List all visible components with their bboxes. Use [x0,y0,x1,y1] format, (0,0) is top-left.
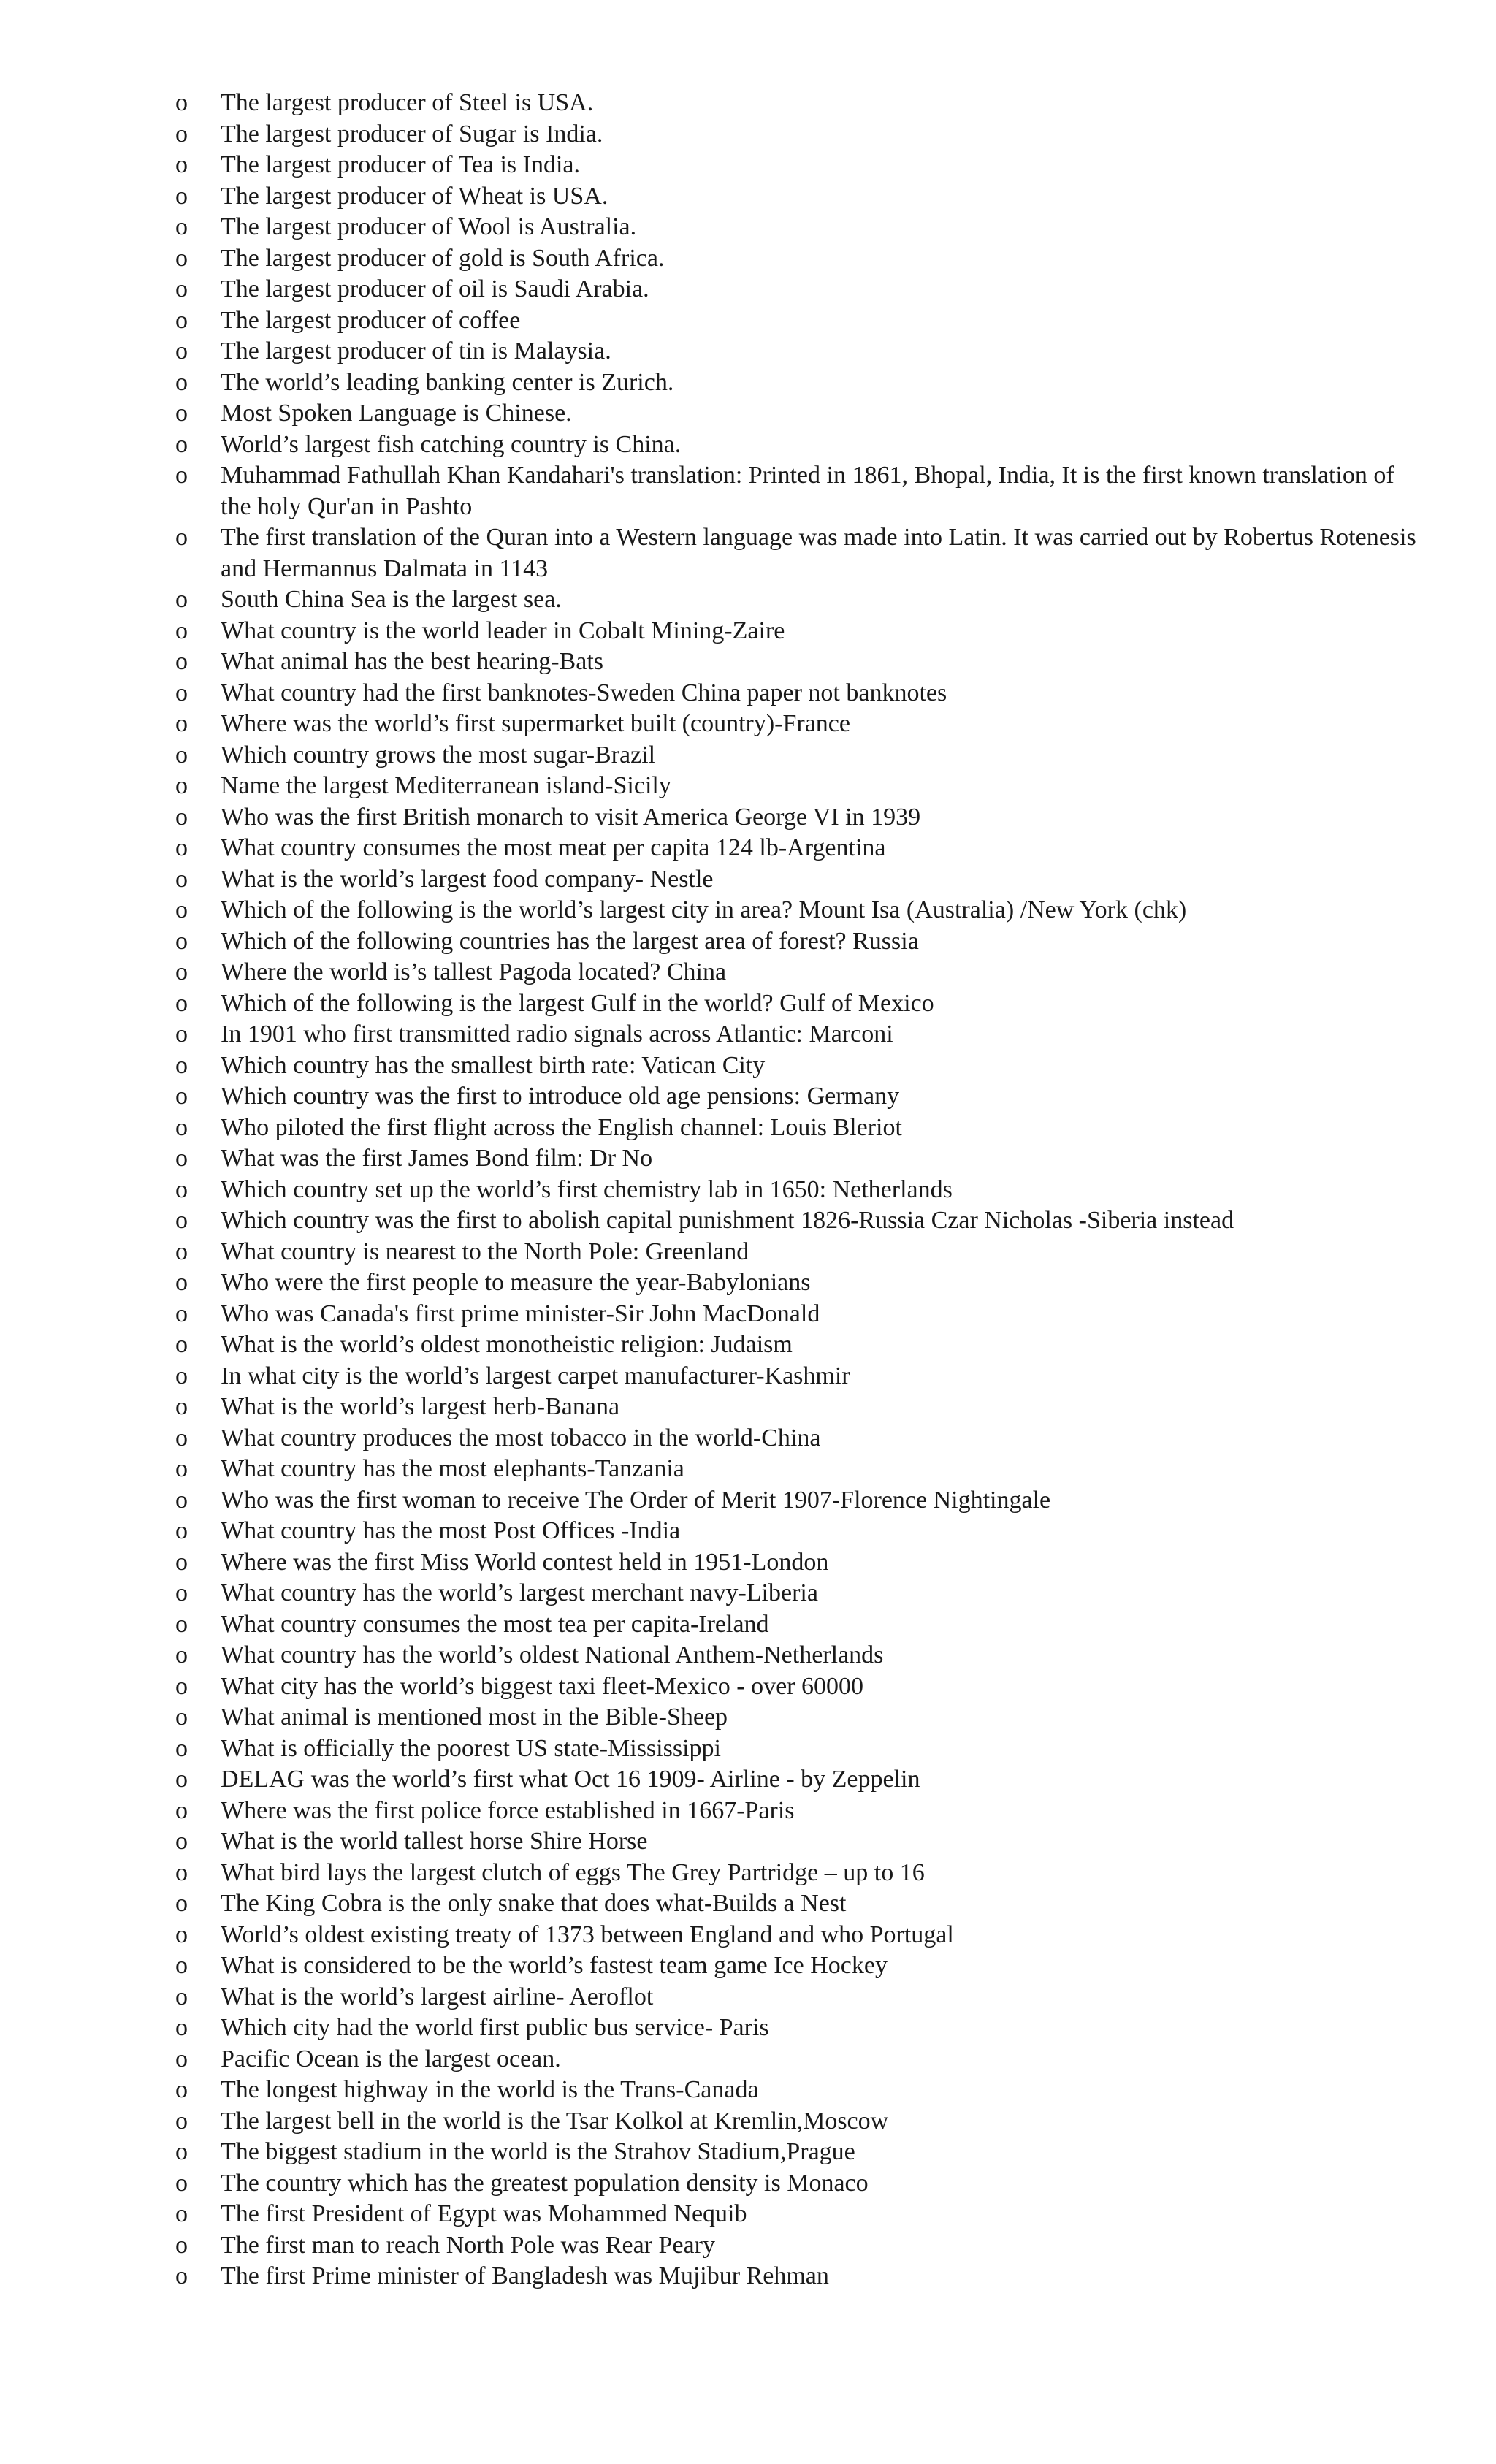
list-item [175,1113,1417,1144]
list-item-text: The largest producer of coffee [221,306,521,334]
bullet-marker: o [175,1704,188,1731]
list-item [175,2075,1417,2106]
bullet-marker: o [175,89,188,116]
bullet-marker: o [175,989,188,1017]
list-item-text: Which of the following is the world’s largest city in area? Mount Isa (Australia) /New York (chk) [221,896,1187,923]
list-item [175,957,1417,988]
list-item [175,616,1417,647]
bullet-marker: o [175,1175,188,1203]
list-item-text: The largest producer of Sugar is India. [221,120,603,148]
bullet-marker: o [175,1890,188,1917]
list-item [175,2013,1417,2044]
list-item-text: What is officially the poorest US state-Mississippi [221,1734,721,1762]
list-item-text: What country produces the most tobacco in the world-China [221,1424,821,1452]
list-item [175,2261,1417,2292]
bullet-marker: o [175,1393,188,1420]
list-item-text: What is the world’s oldest monotheistic religion: Judaism [221,1331,793,1358]
list-item [175,864,1417,896]
list-item-text: Which city had the world first public bus service- Paris [221,2014,769,2041]
list-item-text: DELAG was the world’s first what Oct 16 1909- Airline - by Zeppelin [221,1766,920,1793]
bullet-marker: o [175,275,188,302]
list-item-text: What is considered to be the world’s fastest team game Ice Hockey [221,1952,888,1979]
list-item [175,367,1417,399]
list-item [175,1423,1417,1454]
bullet-marker: o [175,1548,188,1576]
list-item [175,1578,1417,1609]
list-item-text: What is the world tallest horse Shire Horse [221,1828,648,1855]
bullet-marker: o [175,462,188,489]
list-item-text: Who was Canada's first prime minister-Sir John MacDonald [221,1300,820,1327]
list-item-text: What city has the world’s biggest taxi fleet-Mexico - over 60000 [221,1672,863,1700]
list-item-text: The biggest stadium in the world is the Strahov Stadium,Prague [221,2138,855,2165]
list-item-text: The first President of Egypt was Mohammed Nequib [221,2200,747,2227]
document-page [175,88,1417,2292]
list-item [175,1826,1417,1858]
list-item-text: Which country was the first to introduce old age pensions: Germany [221,1083,900,1110]
list-item [175,2137,1417,2168]
list-item [175,1330,1417,1361]
list-item [175,2106,1417,2137]
list-item [175,1081,1417,1113]
list-item [175,1547,1417,1579]
list-item-text: What bird lays the largest clutch of eggs The Grey Partridge – up to 16 [221,1858,925,1886]
list-item [175,926,1417,958]
bullet-marker: o [175,741,188,768]
list-item [175,584,1417,616]
list-item [175,522,1417,584]
bullet-marker: o [175,1828,188,1855]
bullet-marker: o [175,1207,188,1234]
bullet-marker: o [175,1331,188,1358]
list-item [175,740,1417,771]
list-item [175,1858,1417,1889]
list-item [175,1143,1417,1175]
list-item [175,430,1417,461]
bullet-marker: o [175,2231,188,2259]
list-item-text: Which of the following countries has the largest area of forest? Russia [221,927,919,955]
bullet-marker: o [175,1796,188,1824]
bullet-marker: o [175,1113,188,1141]
list-item [175,895,1417,926]
list-item [175,1237,1417,1268]
list-item-text: In what city is the world’s largest carpet manufacturer-Kashmir [221,1362,850,1389]
bullet-marker: o [175,430,188,458]
list-item-text: The longest highway in the world is the Trans-Canada [221,2076,759,2103]
list-item [175,88,1417,119]
list-item-text: What country consumes the most meat per capita 124 lb-Argentina [221,834,886,861]
list-item-text: The largest producer of Tea is India. [221,151,581,178]
list-item-text: What animal has the best hearing-Bats [221,648,603,675]
list-item [175,1920,1417,1951]
bullet-marker: o [175,772,188,799]
list-item-text: Where the world is’s tallest Pagoda located? China [221,958,727,985]
list-item-text: The first Prime minister of Bangladesh was Mujibur Rehman [221,2262,829,2289]
list-item [175,678,1417,709]
list-item-text: The country which has the greatest population density is Monaco [221,2169,869,2197]
bullet-marker: o [175,1610,188,1638]
list-item [175,1671,1417,1703]
bullet-marker: o [175,896,188,923]
list-item [175,1267,1417,1299]
list-item-text: What is the world’s largest airline- Aeroflot [221,1983,654,2010]
bullet-marker: o [175,1766,188,1793]
list-item-text: What country is nearest to the North Pole: Greenland [221,1237,749,1265]
list-item-text: Muhammad Fathullah Khan Kandahari's translation: Printed in 1861, Bhopal, India, It is the first known translation of the holy Qur'an in Pashto [221,462,1394,520]
list-item [175,305,1417,337]
bullet-marker: o [175,1921,188,1948]
list-item-text: Who piloted the first flight across the English channel: Louis Bleriot [221,1113,902,1141]
bullet-marker: o [175,120,188,148]
list-item [175,1982,1417,2013]
list-item-text: Who was the first British monarch to visit America George VI in 1939 [221,803,921,831]
list-item [175,1205,1417,1237]
list-item [175,1175,1417,1206]
list-item-text: The largest producer of tin is Malaysia. [221,337,611,365]
bullet-list [175,88,1417,2292]
list-item-text: Which of the following is the largest Gulf in the world? Gulf of Mexico [221,989,934,1017]
list-item-text: What country is the world leader in Cobalt Mining-Zaire [221,617,785,644]
list-item-text: Which country has the smallest birth rate: Vatican City [221,1051,766,1079]
list-item [175,1950,1417,1982]
list-item-text: What country has the most Post Offices -India [221,1517,681,1544]
bullet-marker: o [175,1269,188,1296]
bullet-marker: o [175,151,188,178]
list-item [175,2230,1417,2262]
list-item-text: What country had the first banknotes-Sweden China paper not banknotes [221,679,947,706]
list-item-text: What animal is mentioned most in the Bible-Sheep [221,1704,728,1731]
list-item-text: In 1901 who first transmitted radio signals across Atlantic: Marconi [221,1021,893,1048]
bullet-marker: o [175,400,188,427]
bullet-marker: o [175,337,188,365]
list-item-text: Where was the world’s first supermarket built (country)-France [221,710,850,737]
list-item [175,212,1417,243]
bullet-marker: o [175,2045,188,2072]
list-item-text: Pacific Ocean is the largest ocean. [221,2045,561,2072]
bullet-marker: o [175,2076,188,2103]
list-item [175,1361,1417,1392]
bullet-marker: o [175,958,188,985]
bullet-marker: o [175,524,188,551]
list-item-text: What is the world’s largest food company- Nestle [221,865,714,893]
bullet-marker: o [175,1517,188,1544]
list-item-text: What is the world’s largest herb-Banana [221,1393,620,1420]
bullet-marker: o [175,679,188,706]
bullet-marker: o [175,1145,188,1172]
list-item [175,1888,1417,1920]
list-item [175,646,1417,678]
list-item-text: World’s oldest existing treaty of 1373 between England and who Portugal [221,1921,954,1948]
list-item [175,833,1417,864]
list-item [175,1019,1417,1050]
list-item [175,1733,1417,1765]
list-item [175,119,1417,150]
list-item-text: Who were the first people to measure the year-Babylonians [221,1269,811,1296]
list-item [175,150,1417,181]
list-item-text: The world’s leading banking center is Zurich. [221,368,674,396]
list-item-text: What was the first James Bond film: Dr No [221,1145,653,1172]
bullet-marker: o [175,648,188,675]
bullet-marker: o [175,2200,188,2227]
bullet-marker: o [175,865,188,893]
list-item [175,1299,1417,1330]
list-item [175,1764,1417,1796]
bullet-marker: o [175,1455,188,1482]
list-item-text: What country has the most elephants-Tanzania [221,1455,684,1482]
bullet-marker: o [175,927,188,955]
list-item [175,2044,1417,2075]
bullet-marker: o [175,586,188,613]
list-item-text: The King Cobra is the only snake that does what-Builds a Nest [221,1890,847,1917]
bullet-marker: o [175,1579,188,1606]
bullet-marker: o [175,182,188,210]
list-item [175,1516,1417,1547]
list-item-text: Most Spoken Language is Chinese. [221,400,572,427]
bullet-marker: o [175,710,188,737]
list-item-text: The largest bell in the world is the Tsar Kolkol at Kremlin,Moscow [221,2107,889,2135]
list-item-text: The first translation of the Quran into a Western language was made into Latin. It was carried out by Robertus Rotenesis and Hermannus Dalmata in 1143 [221,524,1416,582]
bullet-marker: o [175,1083,188,1110]
list-item [175,1454,1417,1485]
bullet-marker: o [175,1021,188,1048]
list-item [175,274,1417,305]
list-item [175,1796,1417,1827]
list-item [175,2199,1417,2230]
bullet-marker: o [175,1237,188,1265]
list-item-text: What country consumes the most tea per capita-Ireland [221,1610,769,1638]
bullet-marker: o [175,2138,188,2165]
list-item-text: Where was the first Miss World contest held in 1951-London [221,1548,829,1576]
list-item [175,460,1417,522]
list-item-text: Which country was the first to abolish capital punishment 1826-Russia Czar Nicholas -Siberia instead [221,1207,1234,1234]
list-item [175,2168,1417,2200]
list-item-text: The largest producer of Wool is Australia. [221,213,637,240]
list-item [175,1640,1417,1671]
list-item-text: Where was the first police force established in 1667-Paris [221,1796,795,1824]
list-item-text: The largest producer of Steel is USA. [221,89,594,116]
list-item [175,1609,1417,1641]
bullet-marker: o [175,803,188,831]
list-item-text: Name the largest Mediterranean island-Sicily [221,772,671,799]
list-item [175,771,1417,802]
list-item-text: What country has the world’s largest merchant navy-Liberia [221,1579,818,1606]
bullet-marker: o [175,213,188,240]
bullet-marker: o [175,834,188,861]
bullet-marker: o [175,1672,188,1700]
list-item-text: South China Sea is the largest sea. [221,586,562,613]
list-item [175,709,1417,740]
bullet-marker: o [175,1952,188,1979]
list-item [175,1702,1417,1733]
bullet-marker: o [175,1300,188,1327]
list-item [175,181,1417,213]
list-item [175,1050,1417,1082]
list-item-text: Which country grows the most sugar-Brazil [221,741,656,768]
list-item-text: World’s largest fish catching country is China. [221,430,682,458]
bullet-marker: o [175,1424,188,1452]
list-item-text: What country has the world’s oldest National Anthem-Netherlands [221,1641,884,1668]
list-item [175,1392,1417,1423]
list-item [175,802,1417,834]
list-item-text: The first man to reach North Pole was Rear Peary [221,2231,715,2259]
bullet-marker: o [175,2107,188,2135]
list-item [175,398,1417,430]
bullet-marker: o [175,2169,188,2197]
list-item [175,243,1417,275]
bullet-marker: o [175,306,188,334]
bullet-marker: o [175,2262,188,2289]
bullet-marker: o [175,1858,188,1886]
bullet-marker: o [175,1051,188,1079]
bullet-marker: o [175,244,188,272]
list-item-text: The largest producer of oil is Saudi Arabia. [221,275,649,302]
list-item-text: Which country set up the world’s first chemistry lab in 1650: Netherlands [221,1175,953,1203]
bullet-marker: o [175,1983,188,2010]
list-item-text: Who was the first woman to receive The Order of Merit 1907-Florence Nightingale [221,1486,1051,1514]
bullet-marker: o [175,1734,188,1762]
bullet-marker: o [175,1362,188,1389]
list-item [175,988,1417,1020]
list-item-text: The largest producer of gold is South Africa. [221,244,665,272]
bullet-marker: o [175,617,188,644]
bullet-marker: o [175,2014,188,2041]
list-item-text: The largest producer of Wheat is USA. [221,182,608,210]
list-item [175,1485,1417,1517]
list-item [175,336,1417,367]
bullet-marker: o [175,1486,188,1514]
bullet-marker: o [175,1641,188,1668]
bullet-marker: o [175,368,188,396]
